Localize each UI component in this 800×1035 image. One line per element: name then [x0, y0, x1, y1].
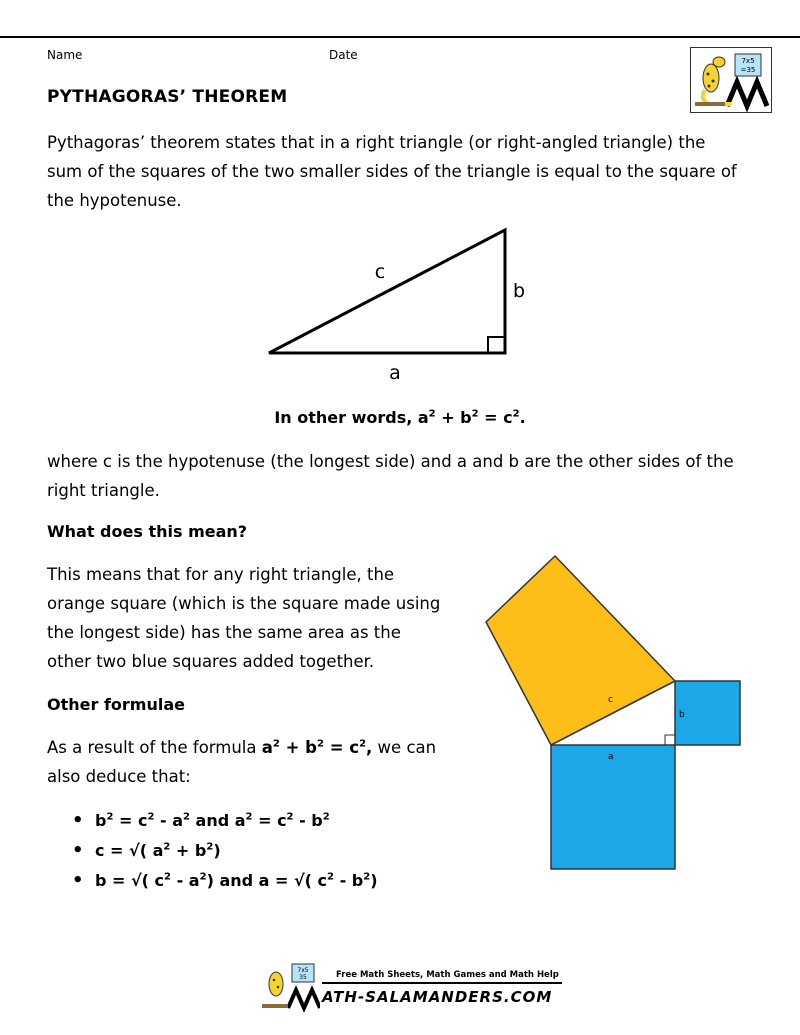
- intro-line: Pythagoras’ theorem states that in a right triangle (or right-angled triangle) the: [47, 133, 706, 152]
- formulae-paragraph: [47, 733, 477, 791]
- formula-text: ,: [366, 738, 373, 757]
- formula-sup: 2: [316, 738, 324, 750]
- formula-bullet-2: • c = √( $a^2 + b^2$): [47, 836, 378, 866]
- formula-sup: 2: [272, 738, 280, 750]
- meaning-line: This means that for any right triangle, the: [47, 565, 395, 584]
- triangle-label-b: b: [512, 280, 526, 302]
- page-title: PYTHAGORAS’ THEOREM: [47, 87, 288, 107]
- date-label: Date: [329, 48, 358, 62]
- formula-text: a: [261, 738, 273, 757]
- meaning-line: the longest side) has the same area as the: [47, 623, 401, 642]
- intro-line: sum of the squares of the two smaller sides of the triangle is equal to the square of: [47, 162, 737, 181]
- right-angle-marker: [488, 337, 505, 353]
- salamander-logo-icon: [691, 48, 771, 112]
- footer-card-line1: 7x5: [297, 967, 309, 974]
- where-line: where c is the hypotenuse (the longest side) and a and b are the other sides of the: [47, 452, 734, 471]
- where-line: right triangle.: [47, 481, 160, 500]
- triangle-shape: [269, 230, 505, 353]
- meaning-paragraph: [47, 560, 467, 676]
- blue-square-a: [551, 745, 675, 869]
- footer-rule: [322, 982, 562, 984]
- formula-sup: 2: [471, 408, 479, 420]
- formula-sup: 2: [512, 408, 520, 420]
- footer-tagline: Free Math Sheets, Math Games and Math Help: [336, 970, 559, 980]
- logo-card-line1: 7x5: [741, 57, 755, 65]
- formula-sup: 2: [428, 408, 436, 420]
- right-angle-marker: [665, 735, 675, 745]
- square-label-c: c: [608, 695, 613, 705]
- triangle-label-c: c: [374, 261, 386, 283]
- intro-paragraph: [47, 128, 777, 215]
- square-label-a: a: [608, 752, 614, 762]
- formulae-heading: Other formulae: [47, 695, 185, 714]
- formula-text: .: [519, 408, 526, 427]
- footer-brand: ATH-SALAMANDERS.COM: [322, 988, 553, 1006]
- formula-text: = c: [323, 738, 360, 757]
- in-other-words-formula: [0, 408, 800, 427]
- pythagoras-squares-figure: [480, 550, 750, 875]
- blue-square-b: [675, 681, 740, 745]
- formula-bullet-3: • b = √( $c^2 - a^2$) and a = √( $c^2 - b^2$): [47, 866, 378, 896]
- meaning-heading: What does this mean?: [47, 522, 248, 541]
- formulae-line-1: [47, 733, 477, 762]
- formulae-line-2: also deduce that:: [47, 767, 191, 786]
- formula-text: we can: [372, 738, 437, 757]
- right-triangle-figure: [260, 222, 540, 387]
- square-label-b: b: [679, 710, 685, 720]
- intro-line: the hypotenuse.: [47, 191, 182, 210]
- footer-card-line2: 35: [299, 974, 307, 981]
- formula-bullet-1: • $b^2 = c^2 - a^2$ and $a^2 = c^2 - b^2$: [47, 806, 378, 836]
- formula-sup: 2: [359, 738, 367, 750]
- formula-text: As a result of the formula: [47, 738, 262, 757]
- salamander-footer-icon: [260, 960, 320, 1012]
- top-rule: [0, 36, 800, 38]
- triangle-label-a: a: [389, 362, 401, 384]
- formula-text: In other words, a: [274, 408, 429, 427]
- orange-square-c: [486, 556, 675, 745]
- logo: [690, 47, 772, 113]
- logo-card-line2: =35: [740, 66, 756, 74]
- meaning-line: orange square (which is the square made using: [47, 594, 441, 613]
- name-label: Name: [47, 48, 83, 62]
- meaning-line: other two blue squares added together.: [47, 652, 375, 671]
- derived-formula-list: [47, 806, 378, 896]
- where-paragraph: [47, 447, 777, 505]
- formula-text: + b: [279, 738, 317, 757]
- formula-text: = c: [478, 408, 513, 427]
- formula-text: + b: [435, 408, 472, 427]
- footer-logo[interactable]: [260, 960, 570, 1012]
